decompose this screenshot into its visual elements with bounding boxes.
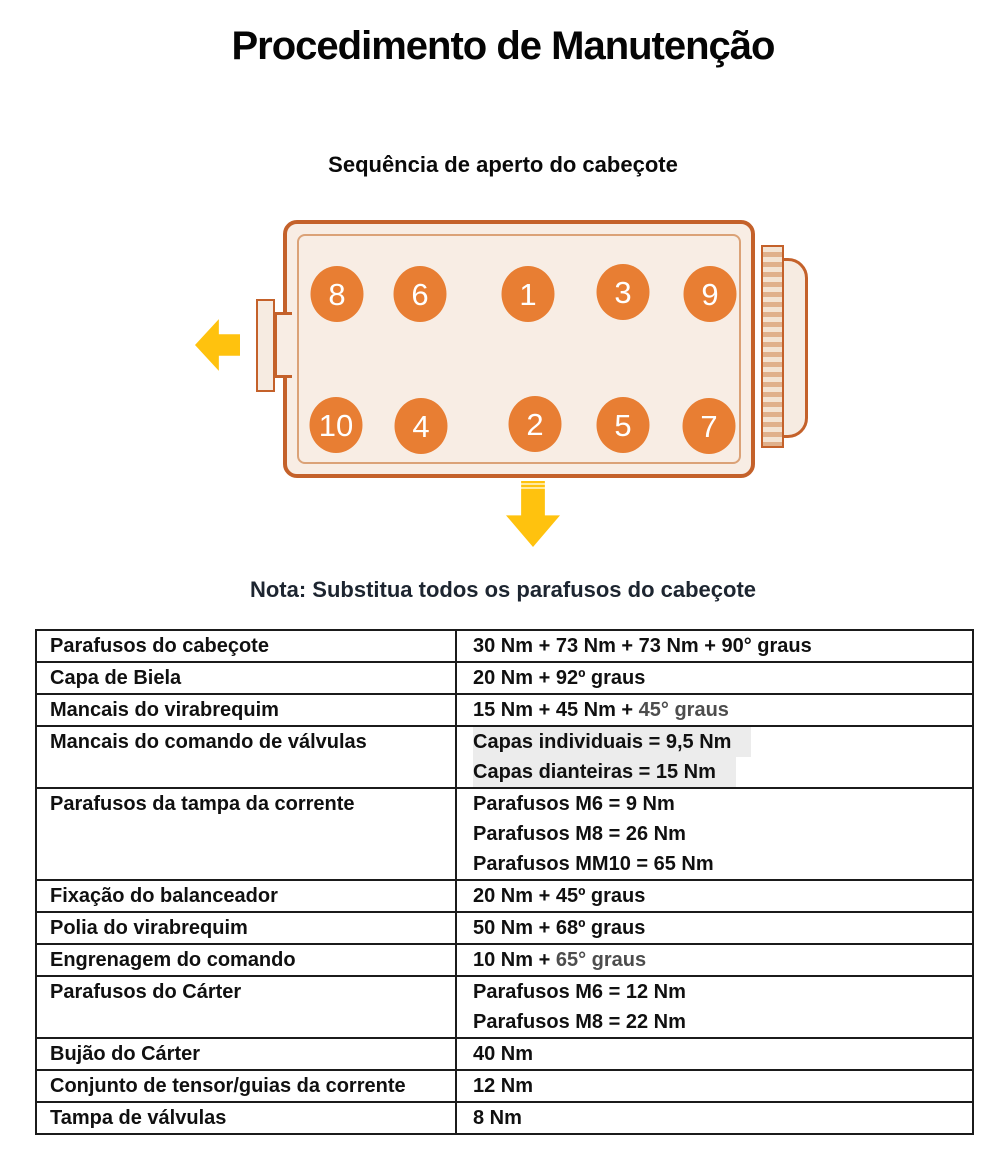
component-label-cell: Engrenagem do comando: [36, 944, 456, 976]
head-bolt-diagram: [0, 200, 1006, 560]
torque-value-cell: Parafusos M6 = 9 Nm Parafusos M8 = 26 Nm Parafusos MM10 = 65 Nm: [456, 788, 973, 880]
torque-value-cell: 20 Nm + 45º graus: [456, 880, 973, 912]
table-row: [36, 726, 973, 788]
torque-table: [35, 629, 974, 1135]
page-title: Procedimento de Manutenção: [231, 24, 775, 68]
diagram-caption: Sequência de aperto do cabeçote: [328, 152, 678, 177]
bolt-3: 3: [597, 264, 650, 320]
component-label-cell: Parafusos do cabeçote: [36, 630, 456, 662]
component-label-cell: Mancais do comando de válvulas: [36, 726, 456, 788]
component-label-cell: Fixação do balanceador: [36, 880, 456, 912]
cylinder-head-notch: [274, 312, 292, 378]
torque-value-cell: 12 Nm: [456, 1070, 973, 1102]
down-arrow-icon: [506, 481, 560, 547]
torque-value-cell: 10 Nm + 65° graus: [456, 944, 973, 976]
bolt-10: 10: [310, 397, 363, 453]
torque-value-cell: 40 Nm: [456, 1038, 973, 1070]
torque-value-cell: 15 Nm + 45 Nm + 45° graus: [456, 694, 973, 726]
bolt-7: 7: [683, 398, 736, 454]
torque-value-cell: Capas individuais = 9,5 Nm Capas dianteiras = 15 Nm: [456, 726, 973, 788]
table-row: [36, 912, 973, 944]
timing-gear-icon: [761, 245, 784, 448]
torque-table-body: [36, 630, 973, 1134]
torque-value-cell: 30 Nm + 73 Nm + 73 Nm + 90° graus: [456, 630, 973, 662]
table-row: [36, 1070, 973, 1102]
bolt-5: 5: [597, 397, 650, 453]
torque-value-cell: Parafusos M6 = 12 Nm Parafusos M8 = 22 Nm: [456, 976, 973, 1038]
left-arrow-icon: [195, 318, 240, 372]
table-row: [36, 788, 973, 880]
note: Nota: Substitua todos os parafusos do cabeçote: [249, 577, 757, 602]
bolt-8: 8: [311, 266, 364, 322]
component-label-cell: Tampa de válvulas: [36, 1102, 456, 1134]
component-label-cell: Conjunto de tensor/guias da corrente: [36, 1070, 456, 1102]
torque-value-cell: 8 Nm: [456, 1102, 973, 1134]
torque-value-cell: 20 Nm + 92º graus: [456, 662, 973, 694]
component-label-cell: Mancais do virabrequim: [36, 694, 456, 726]
table-row: [36, 1038, 973, 1070]
component-label-cell: Bujão do Cárter: [36, 1038, 456, 1070]
component-label-cell: Parafusos da tampa da corrente: [36, 788, 456, 880]
component-label-cell: Polia do virabrequim: [36, 912, 456, 944]
table-row: [36, 694, 973, 726]
table-row: [36, 1102, 973, 1134]
component-label-cell: Capa de Biela: [36, 662, 456, 694]
torque-value-cell: 50 Nm + 68º graus: [456, 912, 973, 944]
left-tab: [256, 299, 275, 392]
table-row: [36, 944, 973, 976]
table-row: [36, 630, 973, 662]
bolt-9: 9: [684, 266, 737, 322]
component-label-cell: Parafusos do Cárter: [36, 976, 456, 1038]
bolt-1: 1: [502, 266, 555, 322]
bolt-6: 6: [394, 266, 447, 322]
table-row: [36, 976, 973, 1038]
table-row: [36, 880, 973, 912]
table-row: [36, 662, 973, 694]
bolt-4: 4: [395, 398, 448, 454]
bolt-2: 2: [509, 396, 562, 452]
